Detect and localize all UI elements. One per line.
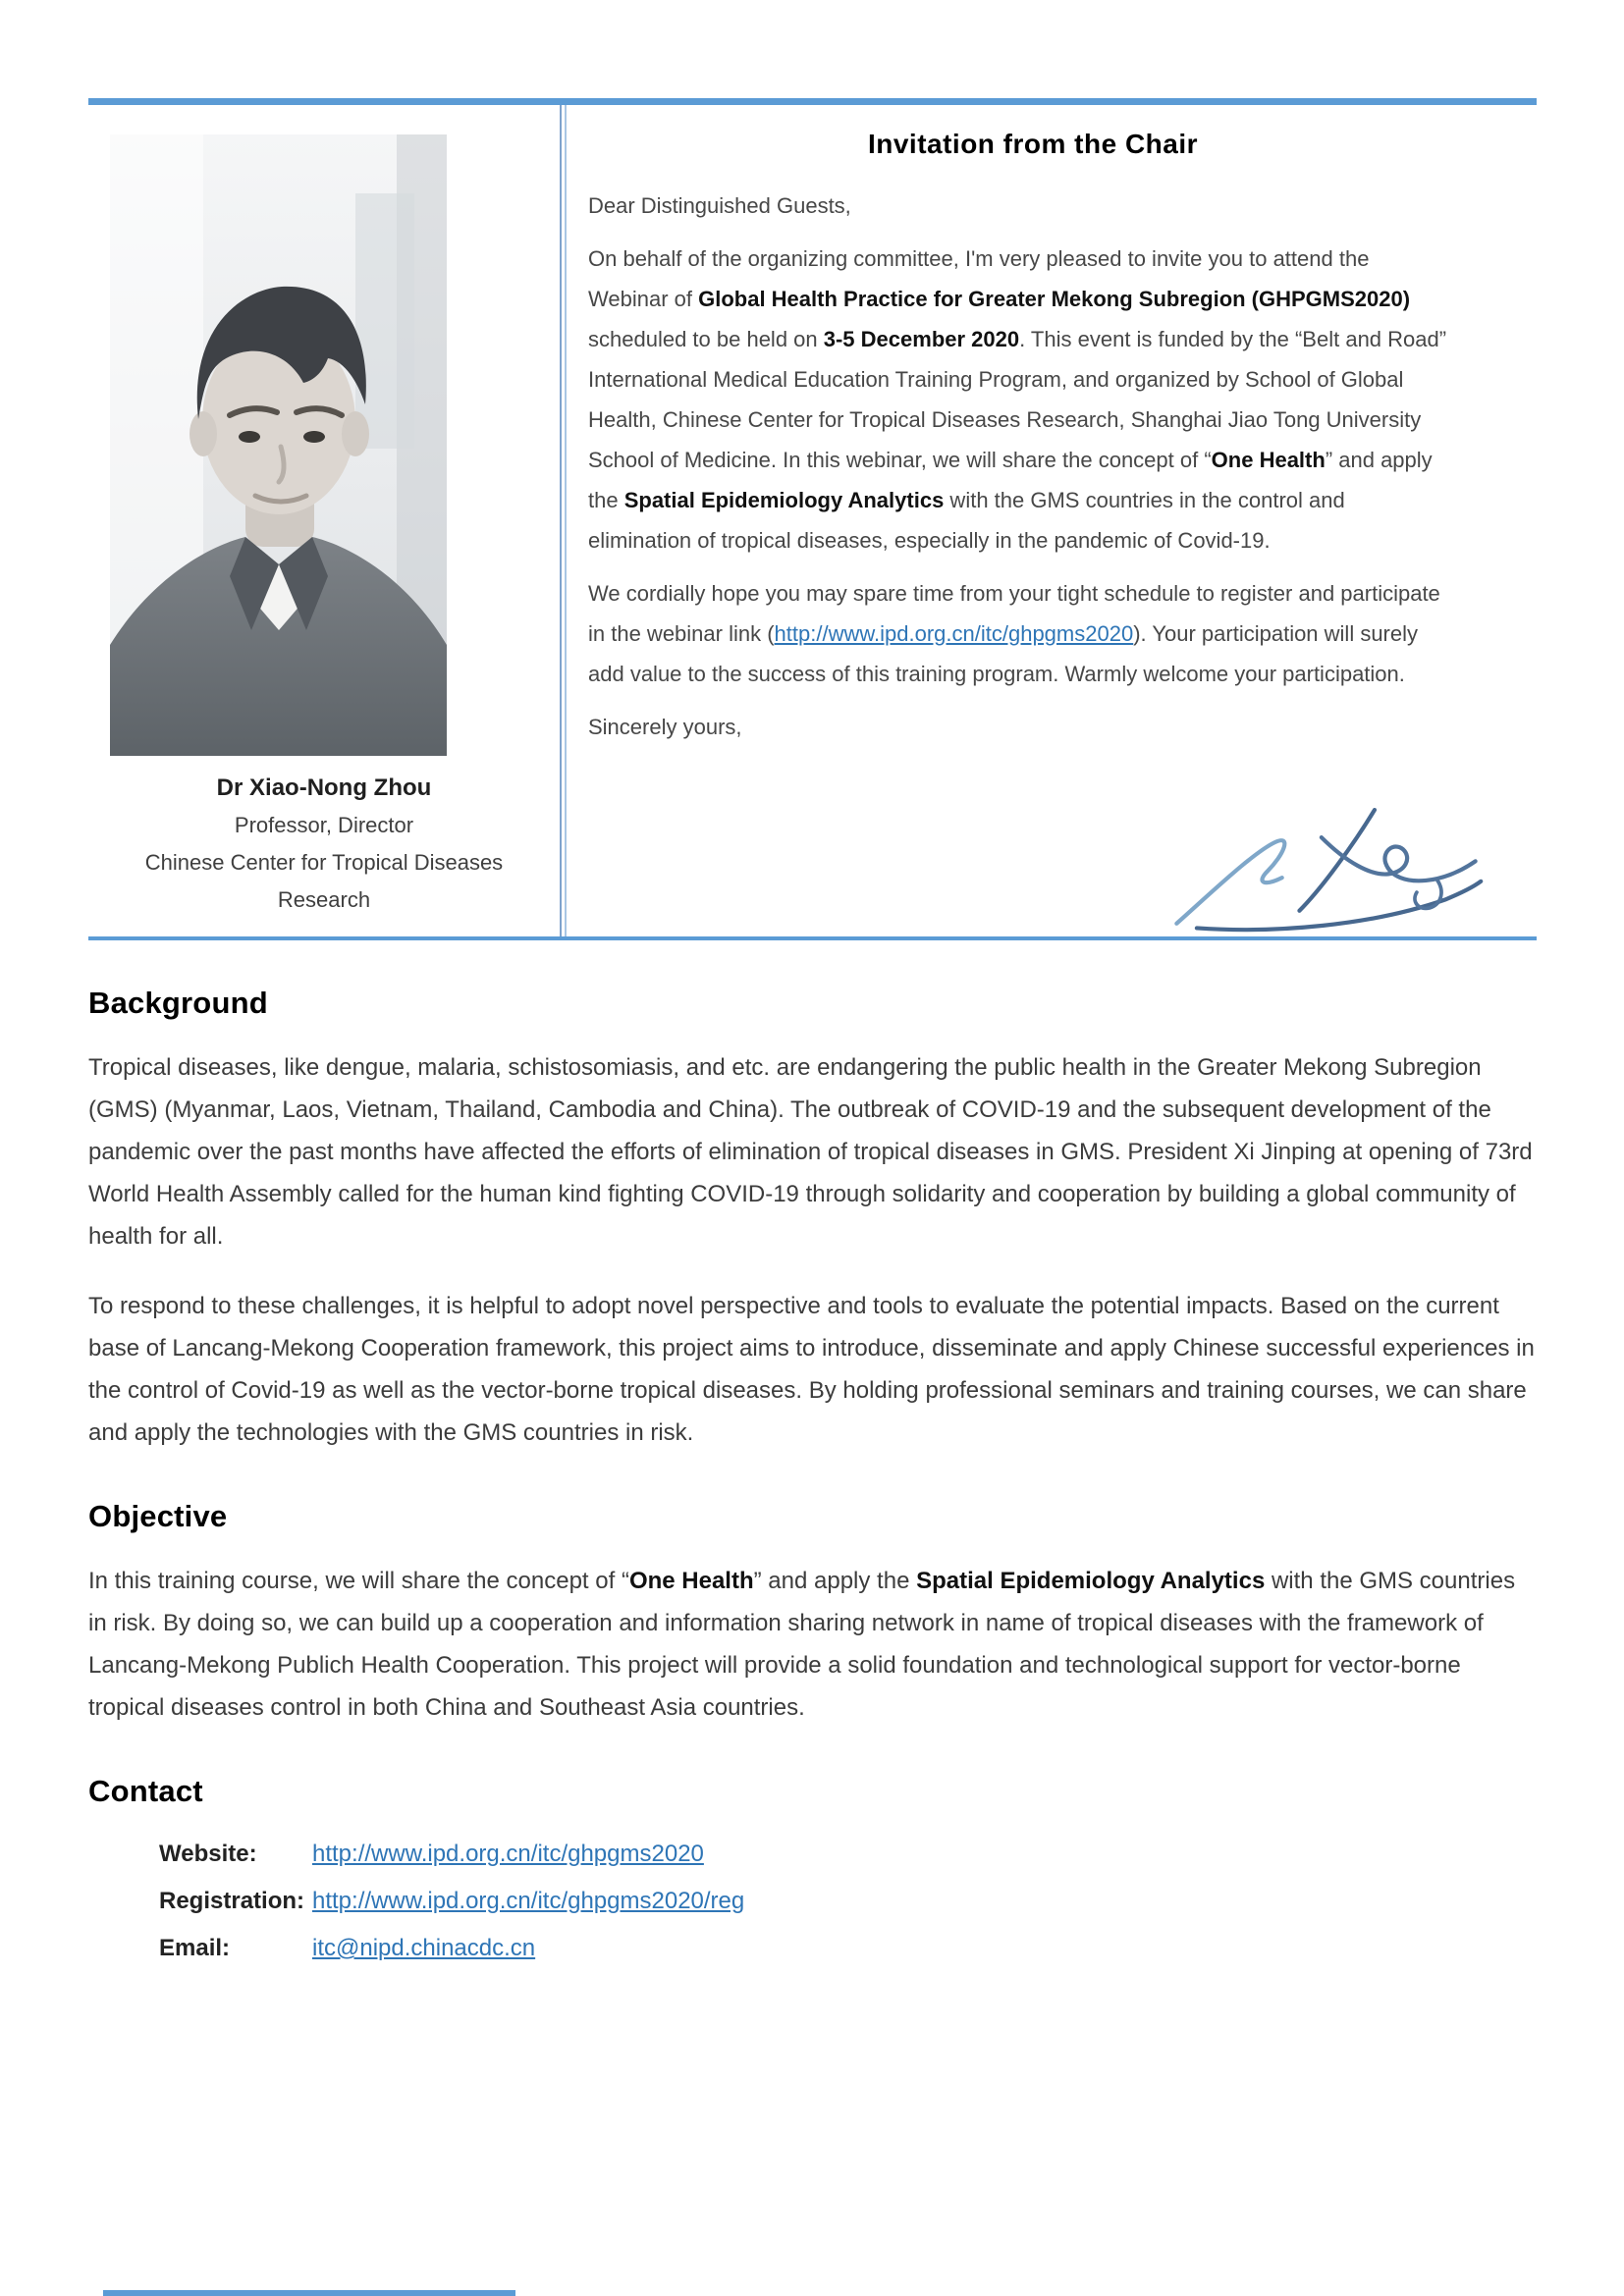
- bold-text-segment: 3-5 December 2020: [823, 327, 1020, 351]
- text-segment: We cordially hope you may spare time from your tight schedule to register and participate in the webinar link (: [588, 581, 1440, 646]
- registration-link[interactable]: http://www.ipd.org.cn/itc/ghpgms2020/reg: [312, 1888, 745, 1914]
- registration-label: Registration:: [159, 1888, 305, 1914]
- bold-text-segment: One Health: [1211, 448, 1326, 472]
- next-page-top-border: [103, 2290, 515, 2296]
- contact-row-email: [159, 1925, 1537, 1972]
- text-segment: ” and apply the: [753, 1568, 917, 1594]
- salutation-line: Dear Distinguished Guests,: [588, 193, 851, 218]
- text-segment: with the GMS countries in risk. By doing so, we can build up a cooperation and information sharing network in name of tropical diseases with the framework of Lancang-Mekong Publich Health Cooperation. This project will provide a solid foundation and technological support for vector-borne tropical diseases control in both China and Southeast Asia countries.: [88, 1568, 1516, 1721]
- participation-paragraph: [588, 573, 1452, 694]
- bold-text-segment: Global Health Practice for Greater Mekong Subregion (GHPGMS2020): [698, 287, 1411, 311]
- chair-role: Professor, Director: [234, 813, 414, 837]
- text-segment: In this training course, we will share the concept of “: [88, 1568, 629, 1594]
- contact-row-website: [159, 1831, 1537, 1878]
- closing-line: Sincerely yours,: [588, 715, 742, 739]
- bold-text-segment: Spatial Epidemiology Analytics: [916, 1568, 1266, 1594]
- invitation-title: Invitation from the Chair: [867, 129, 1199, 159]
- bold-text-segment: Spatial Epidemiology Analytics: [623, 488, 945, 512]
- text-segment: . This event is funded by the “Belt and Road” International Medical Education Training Program, and organized by School of Global Health, Chinese Center for Tropical Diseases Research, Shanghai Jiao Tong University School of Medicine. In this webinar, we will share the concept of “: [588, 327, 1447, 472]
- chair-organization: Chinese Center for Tropical Diseases Research: [144, 850, 504, 912]
- chair-name: Dr Xiao-Nong Zhou: [216, 774, 432, 801]
- background-heading: Background: [88, 986, 268, 1020]
- email-label: Email:: [159, 1935, 231, 1961]
- text-segment: ” and apply the: [588, 448, 1433, 512]
- text-segment: with the GMS countries in the control and elimination of tropical diseases, especially in the pandemic of Covid-19.: [588, 488, 1345, 553]
- invitation-header-section: [88, 98, 1537, 940]
- invitation-letter-column: [567, 105, 1537, 936]
- webinar-inline-link[interactable]: http://www.ipd.org.cn/itc/ghpgms2020: [774, 621, 1134, 646]
- text-segment: scheduled to be held on: [588, 327, 824, 351]
- objective-heading: Objective: [88, 1499, 228, 1533]
- text-segment: On behalf of the organizing committee, I'm very pleased to invite you to attend the Webinar of: [588, 246, 1370, 311]
- chair-profile-column: [88, 105, 560, 936]
- chair-signature: [1157, 797, 1495, 934]
- website-label: Website:: [159, 1841, 257, 1867]
- contact-row-registration: [159, 1878, 1537, 1925]
- text-segment: ). Your participation will surely add value to the success of this training program. Warmly welcome your participation.: [588, 621, 1419, 686]
- objective-paragraph: [88, 1560, 1537, 1729]
- website-link[interactable]: http://www.ipd.org.cn/itc/ghpgms2020: [312, 1841, 704, 1867]
- bold-text-segment: One Health: [628, 1568, 754, 1594]
- vertical-divider-line: [560, 105, 567, 936]
- email-link[interactable]: itc@nipd.chinacdc.cn: [312, 1935, 536, 1961]
- background-paragraph-1: Tropical diseases, like dengue, malaria, schistosomiasis, and etc. are endangering the public health in the Greater Mekong Subregion (GMS) (Myanmar, Laos, Vietnam, Thailand, Cambodia and China). The outbreak of COVID-19 and the subsequent development of the pandemic over the past months have affected the efforts of elimination of tropical diseases in GMS. President Xi Jinping at opening of 73rd World Health Assembly called for the human kind fighting COVID-19 through solidarity and cooperation by building a global community of health for all.: [88, 1054, 1533, 1250]
- contact-list: [88, 1831, 1537, 1972]
- background-paragraph-2: To respond to these challenges, it is helpful to adopt novel perspective and tools to evaluate the potential impacts. Based on the current base of Lancang-Mekong Cooperation framework, this project aims to introduce, disseminate and apply Chinese successful experiences in the control of Covid-19 as well as the vector-borne tropical diseases. By holding professional seminars and training courses, we can share and apply the technologies with the GMS countries in risk.: [88, 1293, 1535, 1446]
- invitation-paragraph: [588, 239, 1452, 561]
- chair-portrait-photo: [110, 134, 447, 756]
- chair-caption: [105, 770, 543, 919]
- portrait-photo-image: [110, 134, 447, 756]
- contact-heading: Contact: [88, 1774, 203, 1808]
